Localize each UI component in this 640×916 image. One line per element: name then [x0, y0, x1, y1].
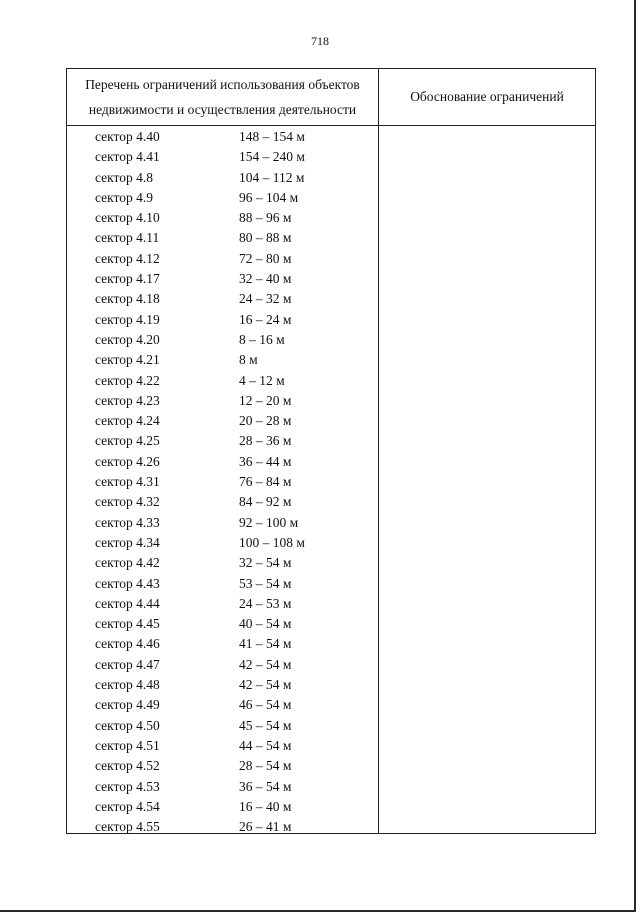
- table-row: [67, 756, 378, 776]
- sector-label: сектор 4.24: [95, 413, 160, 429]
- sector-label: сектор 4.23: [95, 392, 160, 408]
- distance-range: 28 – 36 м: [239, 433, 292, 449]
- sector-label: сектор 4.19: [95, 311, 160, 327]
- distance-range: 104 – 112 м: [239, 169, 305, 185]
- table-row: [67, 371, 378, 391]
- sector-label: сектор 4.11: [95, 230, 160, 246]
- table-row: [67, 695, 378, 715]
- sector-label: сектор 4.20: [95, 331, 160, 347]
- sector-label: сектор 4.48: [95, 677, 160, 693]
- distance-range: 16 – 40 м: [239, 798, 292, 814]
- sector-label: сектор 4.43: [95, 575, 160, 591]
- table-row: [67, 249, 378, 269]
- distance-range: 80 – 88 м: [239, 230, 292, 246]
- sector-label: сектор 4.41: [95, 149, 160, 165]
- distance-range: 92 – 100 м: [239, 514, 299, 530]
- sector-label: сектор 4.21: [95, 352, 160, 368]
- distance-range: 88 – 96 м: [239, 210, 292, 226]
- sector-label: сектор 4.50: [95, 717, 160, 733]
- sector-label: сектор 4.22: [95, 372, 160, 388]
- table-row: [67, 188, 378, 208]
- distance-range: 44 – 54 м: [239, 737, 292, 753]
- header-left-line-1: Перечень ограничений использования объектов: [85, 77, 360, 92]
- sector-label: сектор 4.53: [95, 778, 160, 794]
- sector-label: сектор 4.10: [95, 210, 160, 226]
- table-row: [67, 574, 378, 594]
- distance-range: 32 – 54 м: [239, 555, 292, 571]
- table-row: [67, 594, 378, 614]
- distance-range: 26 – 41 м: [239, 819, 292, 835]
- table-row: [67, 269, 378, 289]
- sector-label: сектор 4.52: [95, 758, 160, 774]
- distance-range: 42 – 54 м: [239, 656, 292, 672]
- distance-range: 45 – 54 м: [239, 717, 292, 733]
- table-row: [67, 817, 378, 837]
- sector-label: сектор 4.46: [95, 636, 160, 652]
- sector-label: сектор 4.45: [95, 616, 160, 632]
- distance-range: 53 – 54 м: [239, 575, 292, 591]
- sector-label: сектор 4.47: [95, 656, 160, 672]
- distance-range: 72 – 80 м: [239, 250, 292, 266]
- distance-range: 24 – 32 м: [239, 291, 292, 307]
- table-row: [67, 431, 378, 451]
- table-row: [67, 533, 378, 553]
- distance-range: 40 – 54 м: [239, 616, 292, 632]
- distance-range: 36 – 54 м: [239, 778, 292, 794]
- table-body: [67, 127, 378, 837]
- distance-range: 8 м: [239, 352, 258, 368]
- distance-range: 100 – 108 м: [239, 534, 305, 550]
- sector-label: сектор 4.25: [95, 433, 160, 449]
- table-row: [67, 289, 378, 309]
- distance-range: 42 – 54 м: [239, 677, 292, 693]
- table-row: [67, 736, 378, 756]
- table-row: [67, 614, 378, 634]
- table-row: [67, 716, 378, 736]
- sector-label: сектор 4.26: [95, 453, 160, 469]
- sector-label: сектор 4.9: [95, 189, 154, 205]
- column-divider: [378, 69, 379, 833]
- table-row: [67, 330, 378, 350]
- sector-label: сектор 4.18: [95, 291, 160, 307]
- distance-range: 36 – 44 м: [239, 453, 292, 469]
- table-row: [67, 492, 378, 512]
- distance-range: 76 – 84 м: [239, 474, 292, 490]
- table-row: [67, 127, 378, 147]
- table-row: [67, 147, 378, 167]
- distance-range: 154 – 240 м: [239, 149, 305, 165]
- restrictions-table: [66, 68, 596, 834]
- table-row: [67, 168, 378, 188]
- distance-range: 96 – 104 м: [239, 189, 299, 205]
- sector-label: сектор 4.51: [95, 737, 160, 753]
- table-row: [67, 228, 378, 248]
- table-row: [67, 452, 378, 472]
- distance-range: 28 – 54 м: [239, 758, 292, 774]
- table-row: [67, 553, 378, 573]
- distance-range: 84 – 92 м: [239, 494, 292, 510]
- header-restrictions-list: [67, 69, 378, 125]
- sector-label: сектор 4.55: [95, 819, 160, 835]
- sector-label: сектор 4.44: [95, 595, 160, 611]
- table-row: [67, 513, 378, 533]
- table-row: [67, 208, 378, 228]
- distance-range: 46 – 54 м: [239, 697, 292, 713]
- table-row: [67, 310, 378, 330]
- table-row: [67, 777, 378, 797]
- table-row: [67, 391, 378, 411]
- sector-label: сектор 4.49: [95, 697, 160, 713]
- table-row: [67, 350, 378, 370]
- table-row: [67, 797, 378, 817]
- distance-range: 4 – 12 м: [239, 372, 285, 388]
- header-left-line-2: недвижимости и осуществления деятельности: [88, 102, 357, 117]
- sector-label: сектор 4.40: [95, 129, 160, 144]
- sector-label: сектор 4.32: [95, 494, 160, 510]
- sector-label: сектор 4.34: [95, 534, 160, 550]
- sector-label: сектор 4.17: [95, 271, 160, 287]
- sector-label: сектор 4.31: [95, 474, 160, 490]
- sector-label: сектор 4.54: [95, 798, 160, 814]
- distance-range: 32 – 40 м: [239, 271, 292, 287]
- distance-range: 24 – 53 м: [239, 595, 292, 611]
- sector-label: сектор 4.33: [95, 514, 160, 530]
- header-divider: [67, 125, 595, 126]
- distance-range: 20 – 28 м: [239, 413, 292, 429]
- table-row: [67, 634, 378, 654]
- table-row: [67, 655, 378, 675]
- distance-range: 12 – 20 м: [239, 392, 292, 408]
- sector-label: сектор 4.42: [95, 555, 160, 571]
- table-row: [67, 411, 378, 431]
- distance-range: 8 – 16 м: [239, 331, 285, 347]
- sector-label: сектор 4.12: [95, 250, 160, 266]
- table-row: [67, 472, 378, 492]
- distance-range: 41 – 54 м: [239, 636, 292, 652]
- page-number: 718: [311, 34, 329, 48]
- distance-range: 148 – 154 м: [239, 129, 305, 144]
- table-row: [67, 675, 378, 695]
- sector-label: сектор 4.8: [95, 169, 154, 185]
- header-justification: Обоснование ограничений: [410, 89, 564, 104]
- distance-range: 16 – 24 м: [239, 311, 292, 327]
